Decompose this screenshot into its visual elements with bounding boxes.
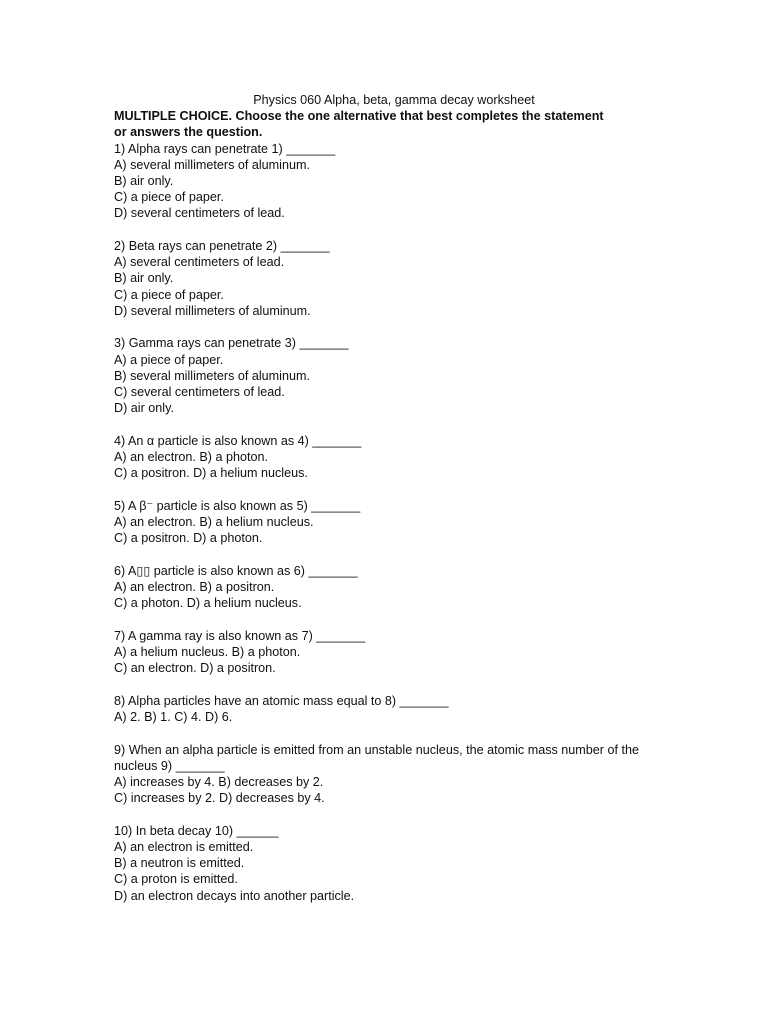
question-6	[114, 563, 674, 612]
option-d: D) several millimeters of aluminum.	[114, 303, 311, 318]
question-stem: 2) Beta rays can penetrate 2) _______	[114, 239, 330, 254]
question-7	[114, 628, 674, 677]
question-2	[114, 238, 674, 319]
option-d: D) air only.	[114, 401, 174, 416]
question-5	[114, 498, 674, 547]
option-a: A) an electron is emitted.	[114, 840, 254, 855]
question-4	[114, 433, 674, 482]
option-a: A) several centimeters of lead.	[114, 255, 285, 270]
options-a-b: A) increases by 4. B) decreases by 2.	[114, 775, 324, 790]
question-stem: 1) Alpha rays can penetrate 1) _______	[114, 141, 336, 156]
question-1	[114, 141, 674, 222]
option-c: C) a piece of paper.	[114, 190, 224, 205]
question-stem: 3) Gamma rays can penetrate 3) _______	[114, 336, 349, 351]
question-stem: 10) In beta decay 10) ______	[114, 823, 279, 838]
question-stem: 9) When an alpha particle is emitted from an unstable nucleus, the atomic mass number of the nucleus 9) _______	[114, 742, 640, 773]
question-stem: 7) A gamma ray is also known as 7) _______	[114, 628, 366, 643]
option-c: C) a proton is emitted.	[114, 872, 238, 887]
instructions-line-2: or answers the question.	[114, 125, 263, 140]
question-10	[114, 823, 674, 904]
question-stem: 4) An α particle is also known as 4) _______	[114, 433, 362, 448]
option-b: B) several millimeters of aluminum.	[114, 368, 310, 383]
question-8	[114, 693, 674, 725]
option-c: C) several centimeters of lead.	[114, 385, 285, 400]
option-d: D) an electron decays into another particle.	[114, 888, 355, 903]
options-a-b: A) an electron. B) a photon.	[114, 450, 269, 465]
option-b: B) air only.	[114, 174, 174, 189]
options-a-b: A) an electron. B) a helium nucleus.	[114, 515, 314, 530]
question-3	[114, 335, 674, 416]
options-a-b: A) an electron. B) a positron.	[114, 580, 275, 595]
option-d: D) several centimeters of lead.	[114, 206, 285, 221]
options-c-d: C) an electron. D) a positron.	[114, 661, 276, 676]
options-c-d: C) increases by 2. D) decreases by 4.	[114, 791, 325, 806]
worksheet-content	[114, 92, 674, 904]
option-b: B) a neutron is emitted.	[114, 856, 245, 871]
option-a: A) several millimeters of aluminum.	[114, 157, 310, 172]
question-stem: 5) A β⁻ particle is also known as 5) _______	[114, 498, 361, 513]
worksheet-title: Physics 060 Alpha, beta, gamma decay worksheet	[253, 93, 535, 107]
options-c-d: C) a positron. D) a photon.	[114, 531, 263, 546]
options-a-d: A) 2. B) 1. C) 4. D) 6.	[114, 710, 233, 725]
question-stem: 8) Alpha particles have an atomic mass equal to 8) _______	[114, 693, 449, 708]
options-c-d: C) a positron. D) a helium nucleus.	[114, 466, 308, 481]
option-b: B) air only.	[114, 271, 174, 286]
instructions-line-1: MULTIPLE CHOICE. Choose the one alternative that best completes the statement	[114, 109, 604, 124]
option-c: C) a piece of paper.	[114, 287, 224, 302]
question-9	[114, 742, 674, 807]
option-a: A) a piece of paper.	[114, 352, 224, 367]
question-stem: 6) A▯▯ particle is also known as 6) _______	[114, 563, 358, 578]
options-c-d: C) a photon. D) a helium nucleus.	[114, 596, 302, 611]
options-a-b: A) a helium nucleus. B) a photon.	[114, 645, 301, 660]
